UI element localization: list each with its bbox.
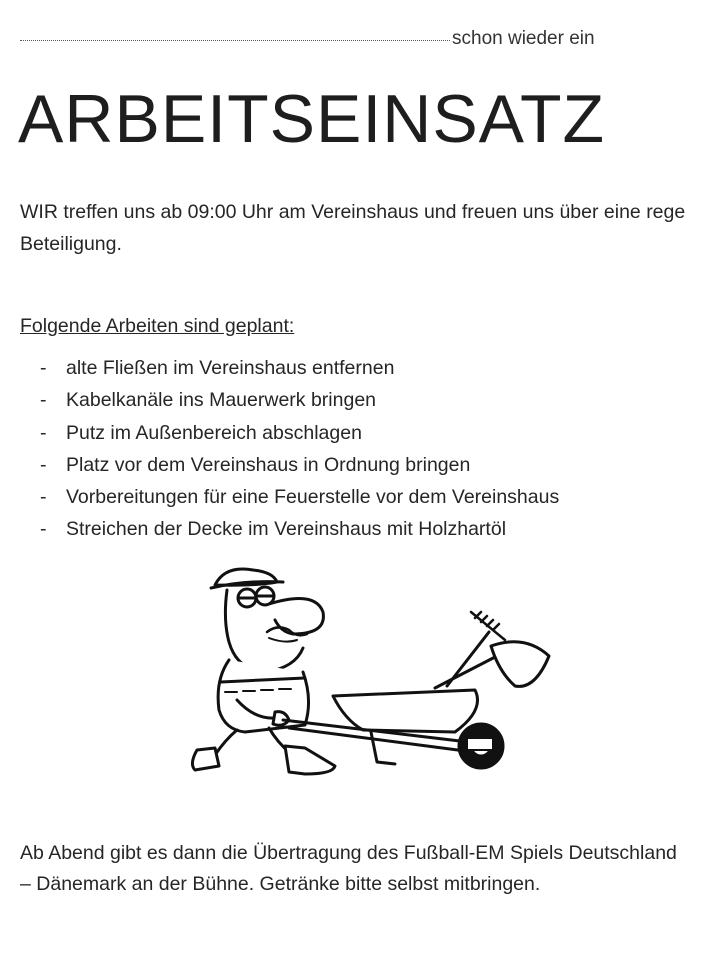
list-item	[40, 422, 559, 454]
worker-with-wheelbarrow-illustration	[185, 560, 565, 790]
list-item	[40, 518, 559, 550]
task-text: Putz im Außenbereich abschlagen	[66, 421, 362, 444]
list-dash: -	[40, 518, 47, 541]
list-item	[40, 389, 559, 421]
lead-paragraph: WIR treffen uns ab 09:00 Uhr am Vereinshaus und freuen uns über eine rege Beteiligung.	[20, 201, 686, 255]
list-item	[40, 357, 559, 389]
task-text: alte Fließen im Vereinshaus entfernen	[66, 357, 395, 379]
dotted-fill-line	[20, 39, 450, 41]
page-title: ARBEITSEINSATZ	[18, 81, 606, 157]
tasks-heading: Folgende Arbeiten sind geplant:	[20, 315, 295, 337]
list-dash: -	[40, 421, 47, 444]
footer-paragraph: Ab Abend gibt es dann die Übertragung des Fußball-EM Spiels Deutschland – Dänemark an der Bühne. Getränke bitte selbst mitbringen.	[20, 842, 677, 895]
list-dash: -	[40, 486, 47, 509]
task-text: Vorbereitungen für eine Feuerstelle vor dem Vereinshaus	[66, 486, 560, 509]
task-text: Kabelkanäle ins Mauerwerk bringen	[66, 389, 377, 412]
task-text: Platz vor dem Vereinshaus in Ordnung bringen	[66, 453, 471, 476]
list-dash: -	[40, 357, 47, 379]
task-list	[40, 357, 559, 551]
intro-line	[20, 28, 680, 50]
list-item	[40, 454, 559, 486]
intro-text: schon wieder ein	[452, 28, 595, 49]
list-dash: -	[40, 389, 47, 412]
task-text: Streichen der Decke im Vereinshaus mit Holzhartöl	[66, 518, 507, 541]
list-dash: -	[40, 453, 47, 476]
list-item	[40, 486, 559, 518]
